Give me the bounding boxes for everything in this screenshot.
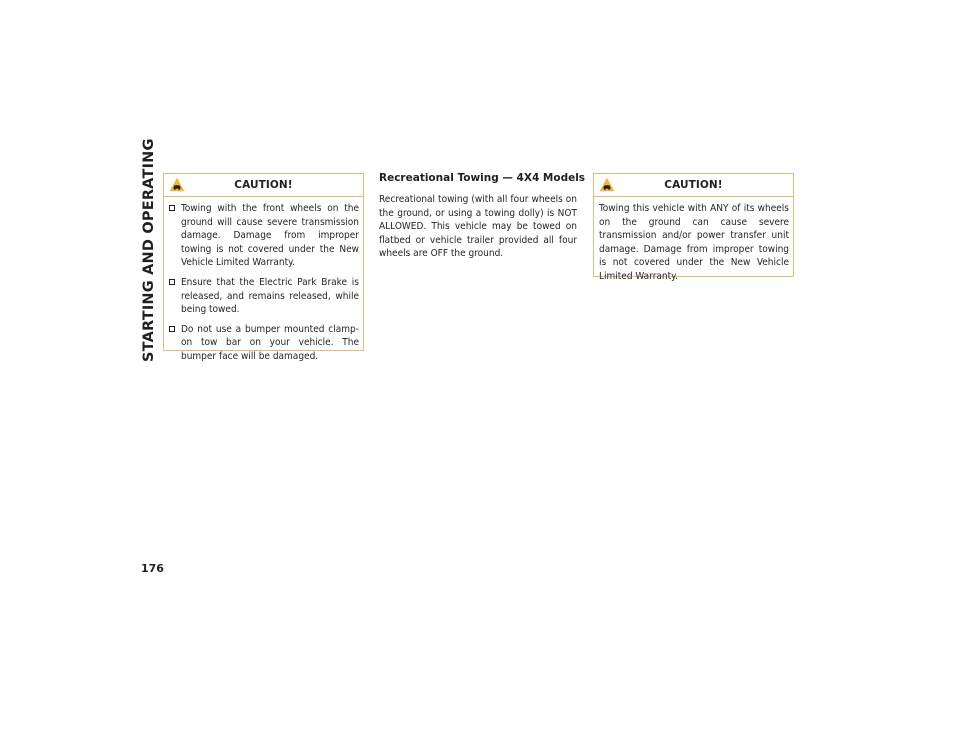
caution-text: Towing this vehicle with ANY of its wheels on the ground can cause severe transmission and/or power transfer unit damage. Damage from improper towing is not covered under the New Vehicle Limited Warranty. [599,203,789,282]
section-body-text: Recreational towing (with all four wheels on the ground, or using a towing dolly) is NOT ALLOWED. This vehicle may be towed on flatbed or vehicle trailer provided all four wheels are OFF the ground. [379,194,577,260]
caution-bullet: Towing with the front wheels on the ground will cause severe transmission damage. Damage from improper towing is not covered under the New Vehicle Limited Warranty. [169,202,359,270]
checkbox-bullet-icon [169,205,175,211]
caution-title: CAUTION! [664,179,723,191]
caution-body [164,197,363,370]
warning-car-icon [599,177,615,192]
chapter-side-tab [140,138,158,362]
caution-bullet: Do not use a bumper mounted clamp-on tow bar on your vehicle. The bumper face will be damaged. [169,323,359,364]
caution-body [594,197,793,290]
checkbox-bullet-icon [169,279,175,285]
warning-car-icon [169,177,185,192]
caution-header [594,174,793,197]
section-heading: Recreational Towing — 4X4 Models [379,172,586,184]
chapter-title: STARTING AND OPERATING [141,138,157,362]
caution-header [164,174,363,197]
caution-box-right [593,173,794,282]
page-number: 176 [141,562,164,575]
caution-box-left [163,173,364,362]
caution-bullet: Ensure that the Electric Park Brake is released, and remains released, while being towed. [169,276,359,317]
checkbox-bullet-icon [169,326,175,332]
caution-title: CAUTION! [234,179,293,191]
